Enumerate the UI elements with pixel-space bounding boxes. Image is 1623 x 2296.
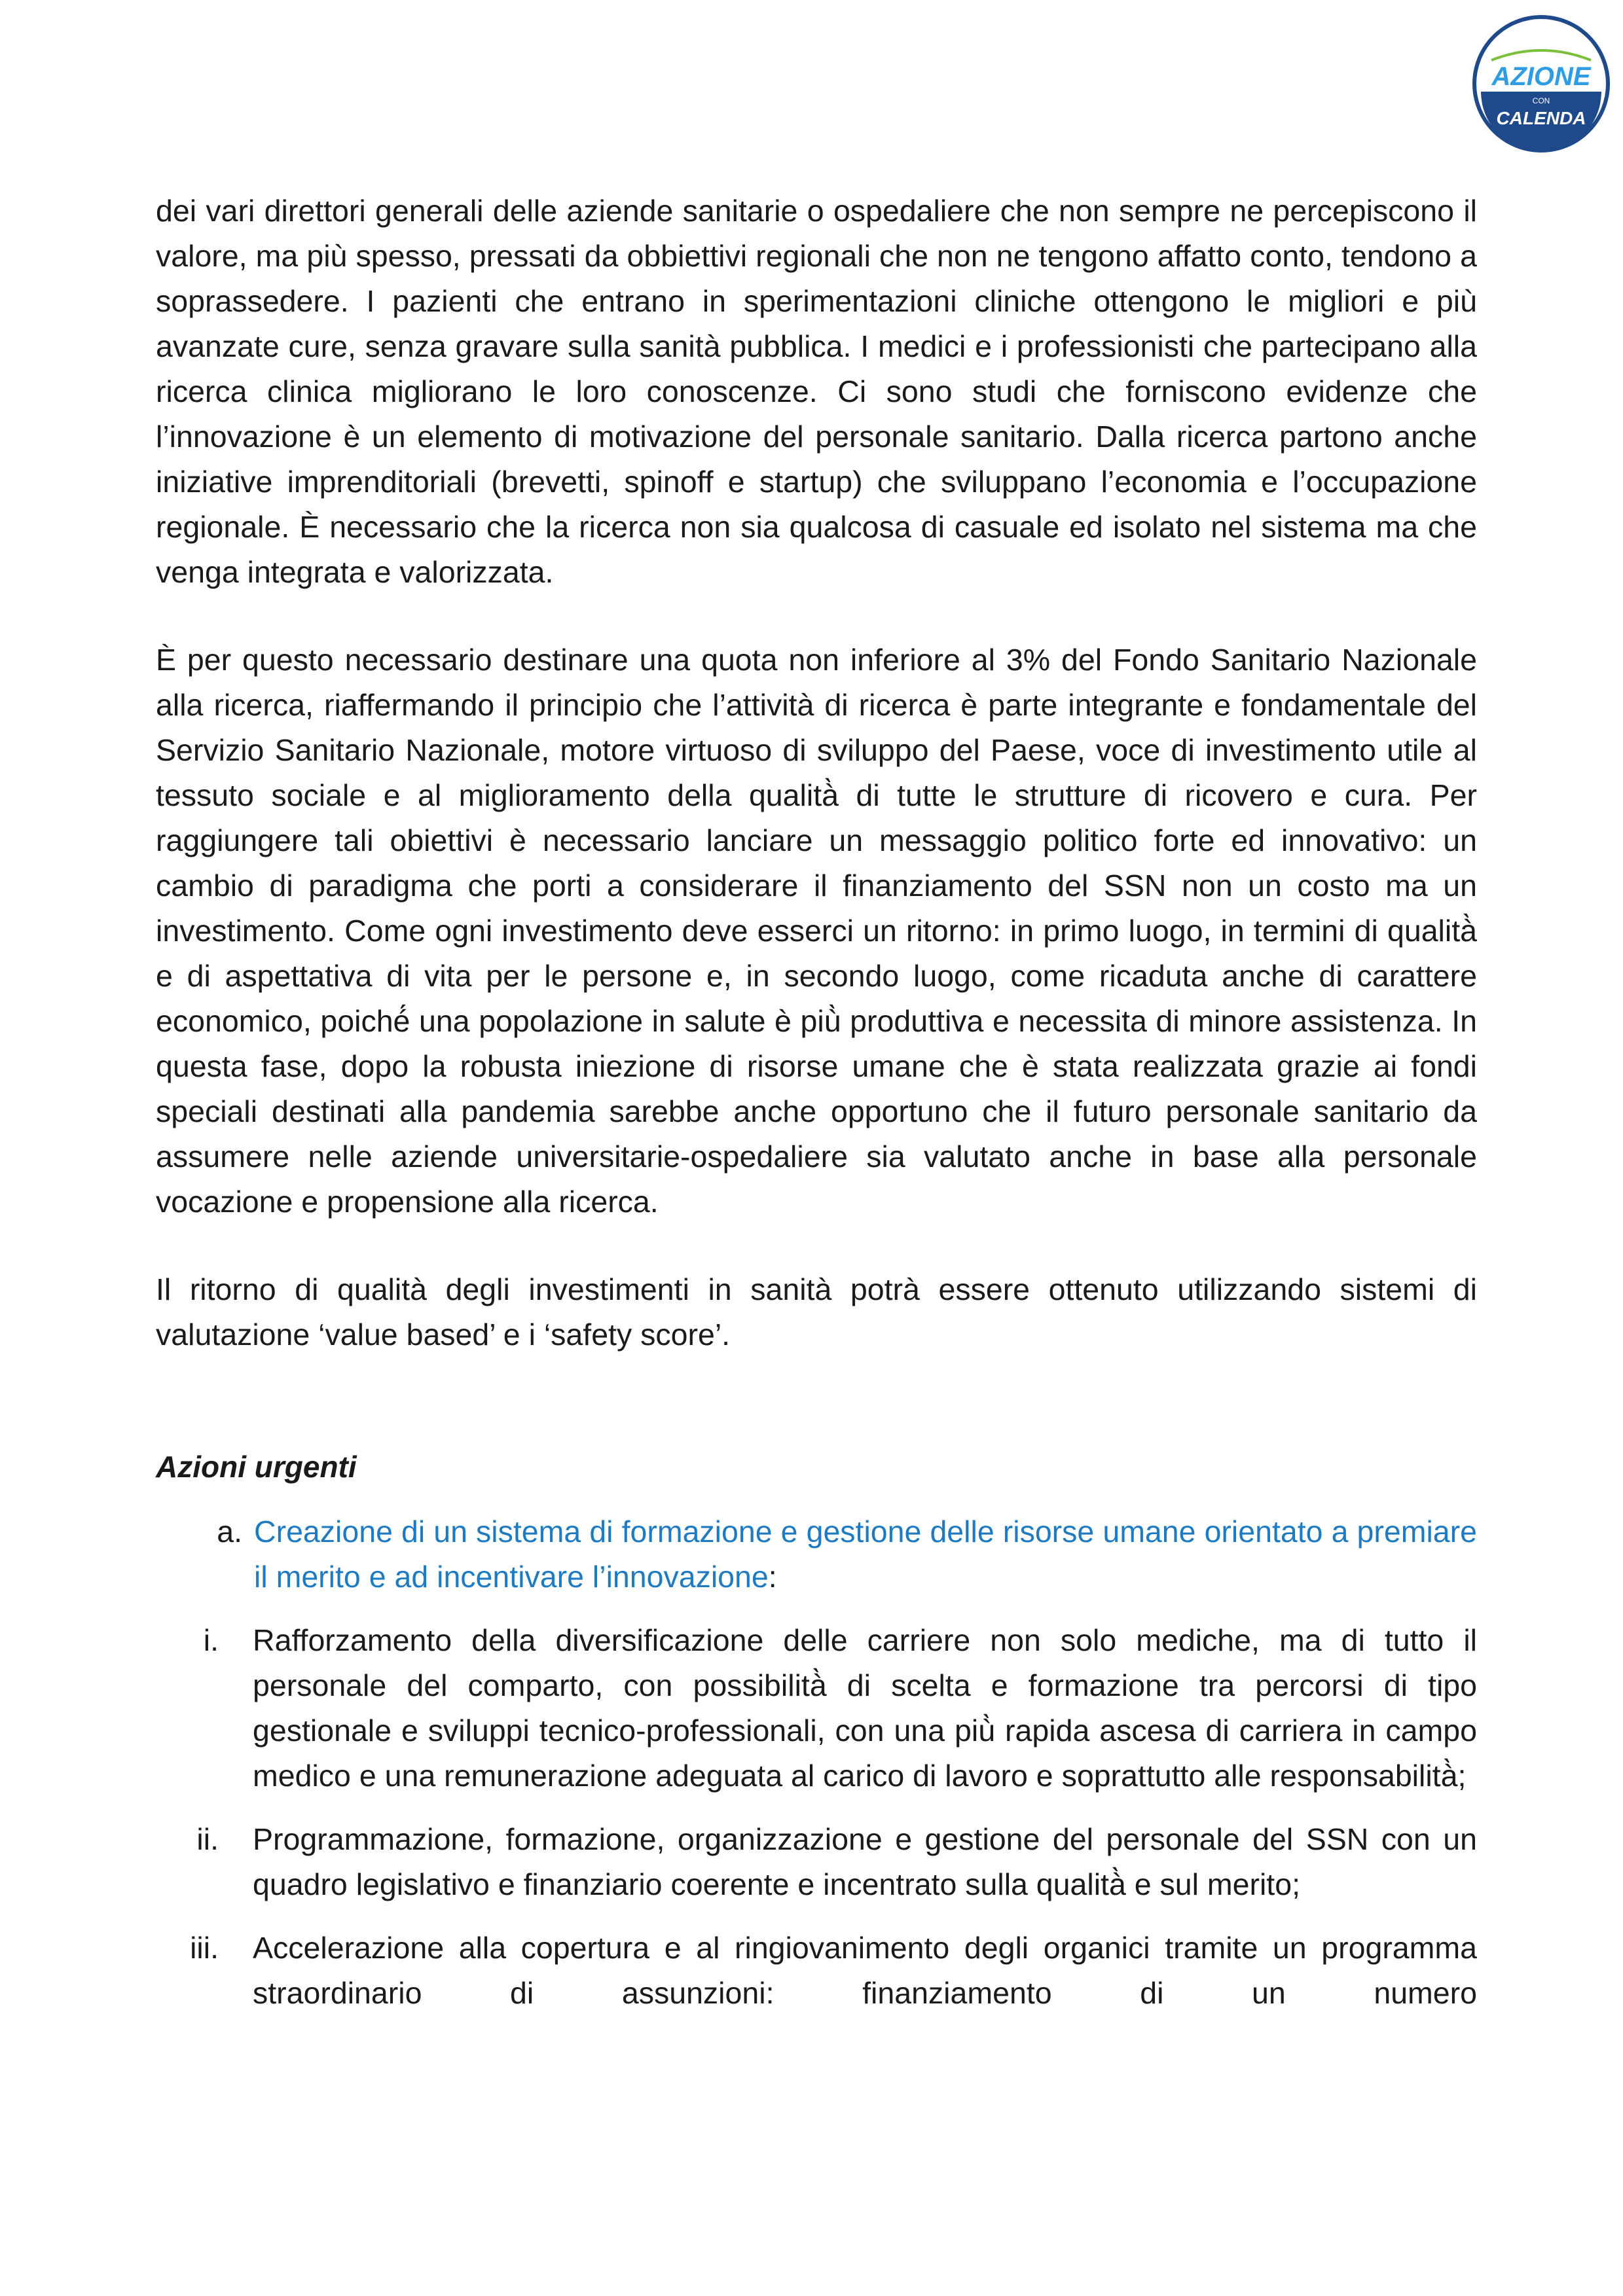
paragraph-funding-3-percent: È per questo necessario destinare una quota non inferiore al 3% del Fondo Sanitario Nazionale alla ricerca, riaffermando il principio che l’attività di ricerca è parte integrante e fondamentale del Servizio Sanitario Nazionale, motore virtuoso di sviluppo del Paese, voce di investimento utile al tessuto sociale e al miglioramento della qualità̀ di tutte le strutture di ricovero e cura. Per raggiungere tali obiettivi è necessario lanciare un messaggio politico forte ed innovativo: un cambio di paradigma che porti a considerare il finanziamento del SSN non un costo ma un investimento. Come ogni investimento deve esserci un ritorno: in primo luogo, in termini di qualità̀ e di aspettativa di vita per le persone e, in secondo luogo, come ricaduta anche di carattere economico, poiché́ una popolazione in salute è più̀ produttiva e necessita di minore assistenza. In questa fase, dopo la robusta iniezione di risorse umane che è stata realizzata grazie ai fondi speciali destinati alla pandemia sarebbe anche opportuno che il futuro personale sanitario da assumere nelle aziende universitarie-ospedaliere sia valutato anche in base alla personale vocazione e propensione alla ricerca. [156, 643, 1477, 1219]
sublist-marker: iii. [190, 1931, 219, 1965]
list-item-suffix: : [768, 1560, 777, 1594]
logo-word-con: CON [1532, 96, 1550, 105]
logo-word-azione: AZIONE [1491, 62, 1591, 91]
urgent-actions-section [156, 1444, 1477, 2016]
paragraph-research-value: dei vari direttori generali delle aziende sanitarie o ospedaliere che non sempre ne percepiscono il valore, ma più spesso, pressati da obbiettivi regionali che non ne tengono affatto conto, tendono a soprassedere. I pazienti che entrano in sperimentazioni cliniche ottengono le migliori e più avanzate cure, senza gravare sulla sanità pubblica. I medici e i professionisti che partecipano alla ricerca clinica migliorano le loro conoscenze. Ci sono studi che forniscono evidenze che l’innovazione è un elemento di motivazione del personale sanitario. Dalla ricerca partono anche iniziative imprenditoriali (brevetti, spinoff e startup) che sviluppano l’economia e l’occupazione regionale. È necessario che la ricerca non sia qualcosa di casuale ed isolato nel sistema ma che venga integrata e valorizzata. [156, 194, 1477, 589]
list-item-a [156, 1509, 1477, 1600]
sublist-item-text: Programmazione, formazione, organizzazione e gestione del personale del SSN con un quadro legislativo e finanziario coerente e incentrato sulla qualità̀ e sul merito; [253, 1822, 1477, 1901]
sublist-marker: ii. [196, 1822, 219, 1856]
list-item-text [254, 1509, 1477, 1600]
sublist-item-ii [156, 1817, 1477, 1907]
sublist-marker: i. [203, 1623, 219, 1657]
document-body [156, 188, 1477, 2034]
sublist-item-i [156, 1618, 1477, 1799]
sublist-item-text: Accelerazione alla copertura e al ringiovanimento degli organici tramite un programma straordinario di assunzioni: finanziamento di un numero [253, 1931, 1477, 2010]
section-heading: Azioni urgenti [156, 1450, 357, 1484]
sublist-item-iii [156, 1926, 1477, 2016]
logo-word-calenda: CALENDA [1496, 108, 1586, 128]
list-marker: a. [217, 1515, 242, 1549]
azione-calenda-logo [1472, 14, 1611, 153]
logo-badge [1472, 14, 1611, 153]
list-item-title: Creazione di un sistema di formazione e gestione delle risorse umane orientato a premiare il merito e ad incentivare l’innovazione [254, 1515, 1477, 1594]
sublist-item-text: Rafforzamento della diversificazione delle carriere non solo mediche, ma di tutto il personale del comparto, con possibilità̀ di scelta e formazione tra percorsi di tipo gestionale e sviluppi tecnico-professionali, con una più̀ rapida ascesa di carriera in campo medico e una remunerazione adeguata al carico di lavoro e soprattutto alle responsabilità̀; [253, 1623, 1477, 1793]
paragraph-value-based: Il ritorno di qualità degli investimenti in sanità potrà essere ottenuto utilizzando sistemi di valutazione ‘value based’ e i ‘safety score’. [156, 1272, 1477, 1352]
